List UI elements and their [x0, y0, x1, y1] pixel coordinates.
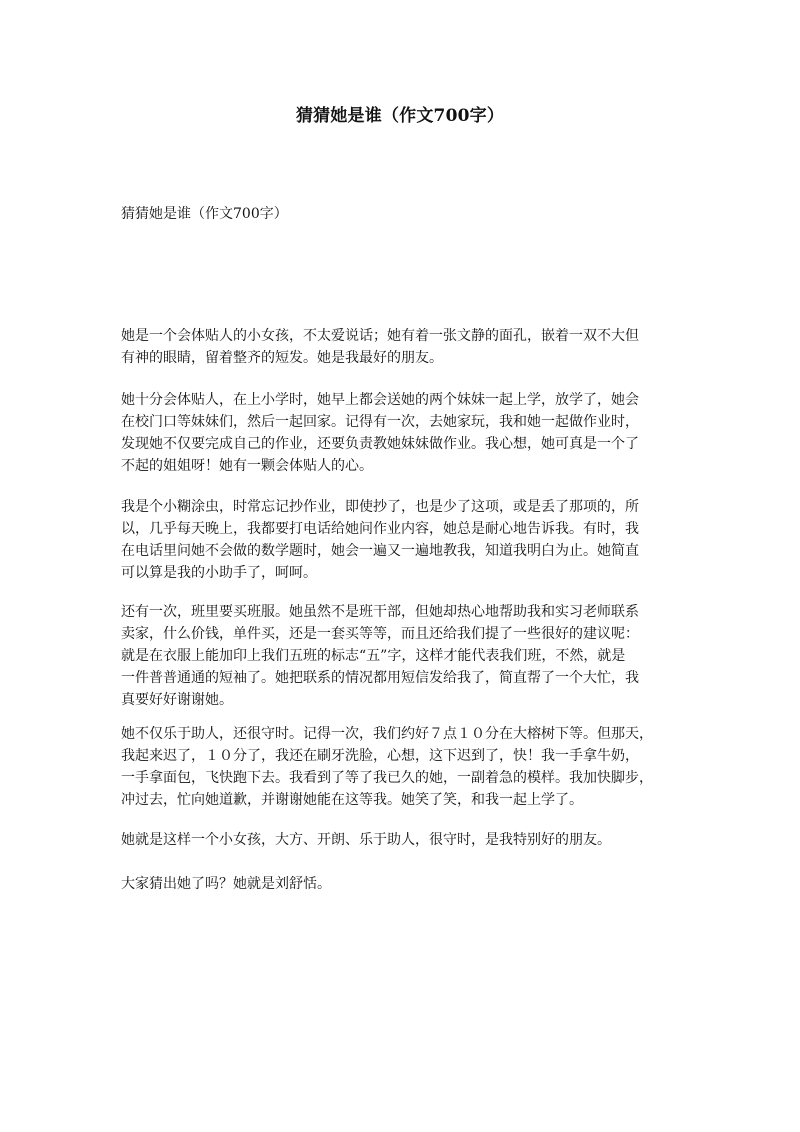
- paragraph-3: 我是个小糊涂虫，时常忘记抄作业，即使抄了，也是少了这项，或是丢了那项的，所 以，几乎每天晚上，我都要打电话给她问作业内容，她总是耐心地告诉我。有时，我 在电话里问她不会做的数学题时，她会一遍又一遍地教我，知道我明白为止。她简直 可以算是我的小助手了，呵呵。: [121, 499, 639, 581]
- paragraph-4: 还有一次，班里要买班服。她虽然不是班干部，但她却热心地帮助我和实习老师联系 卖家，什么价钱，单件买，还是一套买等等，而且还给我们提了一些很好的建议呢： 就是在衣服上能加印上我们五班的标志“五”字，这样才能代表我们班，不然，就是 一件普普通通的短袖了。她把联系的情况都用短信发给我了，简直帮了一个大忙，我 真要好好谢谢她。: [121, 604, 639, 708]
- paragraph-5: 她不仅乐于助人，还很守时。记得一次，我们约好７点１０分在大榕树下等。但那天， 我起来迟了，１０分了，我还在刷牙洗脸，心想，这下迟到了，快！我一手拿牛奶， 一手拿面包，飞快跑下去。我看到了等了我已久的她，一副着急的模样。我加快脚步， 冲过去，忙向她道歉，并谢谢她能在这等我。她笑了笑，和我一起上学了。: [121, 726, 653, 808]
- paragraph-7: 大家猜出她了吗？她就是刘舒恬。: [121, 876, 331, 892]
- paragraph-1: 她是一个会体贴人的小女孩，不太爱说话；她有着一张文静的面孔，嵌着一双不大但 有神的眼睛，留着整齐的短发。她是我最好的朋友。: [121, 328, 639, 366]
- page-title: 猜猜她是谁（作文700字）: [295, 106, 505, 126]
- document-subtitle: 猜猜她是谁（作文700字）: [121, 206, 288, 222]
- paragraph-6: 她就是这样一个小女孩，大方、开朗、乐于助人，很守时，是我特别好的朋友。: [121, 832, 611, 848]
- paragraph-2: 她十分会体贴人，在上小学时，她早上都会送她的两个妹妹一起上学，放学了，她会 在校门口等妹妹们，然后一起回家。记得有一次，去她家玩，我和她一起做作业时， 发现她不仅要完成自己的作业，还要负责教她妹妹做作业。我心想，她可真是一个了 不起的姐姐呀！她有一颗会体贴人的心。: [121, 392, 639, 474]
